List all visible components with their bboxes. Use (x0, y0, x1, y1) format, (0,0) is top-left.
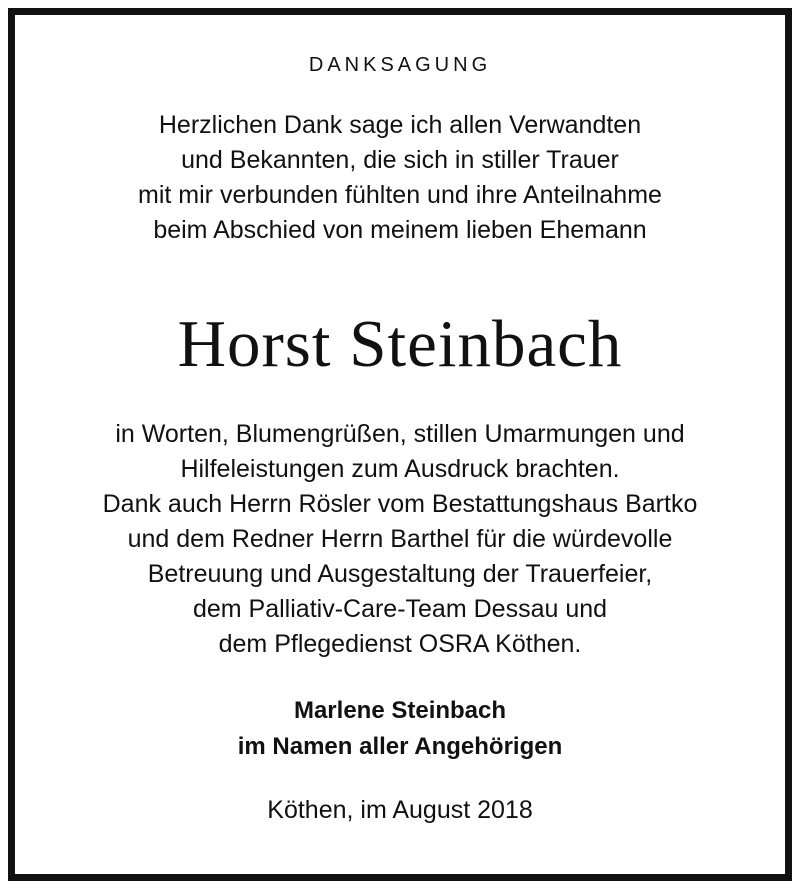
intro-paragraph (0, 108, 800, 248)
signature (0, 693, 800, 765)
signature-name: Marlene Steinbach (293, 697, 507, 724)
thanks-line: Betreuung und Ausgestaltung der Trauerfeier, (147, 560, 653, 588)
thanks-paragraph (0, 417, 800, 662)
intro-line: Herzlichen Dank sage ich allen Verwandten (158, 111, 642, 139)
thanks-line: und dem Redner Herrn Barthel für die würdevolle (127, 525, 673, 553)
thanks-line: dem Palliativ-Care-Team Dessau und (192, 595, 608, 623)
intro-line: mit mir verbunden fühlten und ihre Anteilnahme (138, 181, 662, 209)
thanks-line: dem Pflegedienst OSRA Köthen. (218, 630, 582, 658)
thanks-line: in Worten, Blumengrüßen, stillen Umarmungen und (115, 420, 685, 448)
thanks-line: Dank auch Herrn Rösler vom Bestattungshaus Bartko (102, 490, 698, 518)
intro-line: und Bekannten, die sich in stiller Trauer (181, 146, 619, 174)
notice-heading: DANKSAGUNG (308, 54, 492, 76)
deceased-name: Horst Steinbach (177, 307, 623, 381)
signature-subline: im Namen aller Angehörigen (237, 733, 563, 760)
place-date: Köthen, im August 2018 (267, 796, 533, 824)
thanks-line: Hilfeleistungen zum Ausdruck brachten. (180, 455, 620, 483)
intro-line: beim Abschied von meinem lieben Ehemann (153, 216, 647, 244)
